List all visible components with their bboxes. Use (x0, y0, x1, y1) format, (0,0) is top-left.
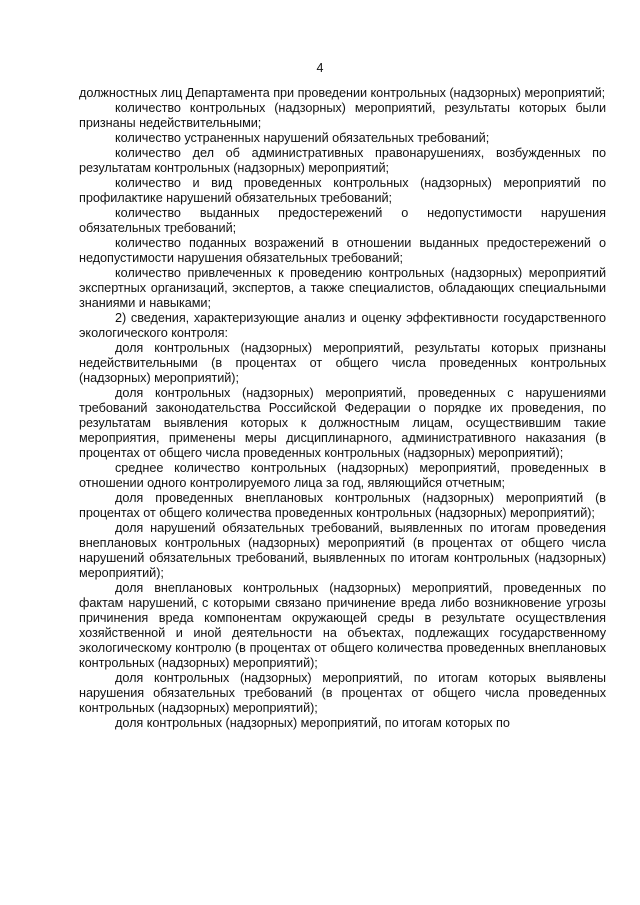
page-number: 4 (316, 61, 324, 75)
paragraph: количество устраненных нарушений обязательных требований; (115, 131, 490, 145)
paragraph: количество контрольных (надзорных) мероприятий, результаты которых были признаны недействительными; (79, 101, 606, 130)
paragraph: доля проведенных внеплановых контрольных (надзорных) мероприятий (в процентах от общего количества проведенных контрольных (надзорных) мероприятий); (79, 491, 606, 520)
paragraph: количество дел об административных правонарушениях, возбужденных по результатам контрольных (надзорных) мероприятий; (79, 146, 606, 175)
document-body (79, 86, 606, 731)
paragraph: доля нарушений обязательных требований, выявленных по итогам проведения внеплановых контрольных (надзорных) мероприятий (в процентах от общего числа нарушений обязательных требований, выявленных по итогам контрольных (надзорных) мероприятий); (79, 521, 606, 580)
paragraph: количество привлеченных к проведению контрольных (надзорных) мероприятий экспертных организаций, экспертов, а также специалистов, обладающих специальными знаниями и навыками; (79, 266, 606, 310)
paragraph: доля внеплановых контрольных (надзорных) мероприятий, проведенных по фактам нарушений, с которыми связано причинение вреда либо возникновение угрозы причинения вреда компонентам окружающей среды в результате осуществления хозяйственной и иной деятельности на объектах, подлежащих государственному экологическому контролю (в процентах от общего количества проведенных внеплановых контрольных (надзорных) мероприятий); (79, 581, 606, 670)
paragraph: доля контрольных (надзорных) мероприятий, по итогам которых по (115, 716, 510, 730)
paragraph: 2) сведения, характеризующие анализ и оценку эффективности государственного экологического контроля: (79, 311, 606, 340)
paragraph: количество и вид проведенных контрольных (надзорных) мероприятий по профилактике нарушений обязательных требований; (79, 176, 606, 205)
paragraph: доля контрольных (надзорных) мероприятий, по итогам которых выявлены нарушения обязательных требований (в процентах от общего числа проведенных контрольных (надзорных) мероприятий); (79, 671, 606, 715)
paragraph: среднее количество контрольных (надзорных) мероприятий, проведенных в отношении одного контролируемого лица за год, являющийся отчетным; (79, 461, 606, 490)
paragraph: должностных лиц Департамента при проведении контрольных (надзорных) мероприятий; (79, 86, 606, 100)
paragraph: количество выданных предостережений о недопустимости нарушения обязательных требований; (79, 206, 606, 235)
paragraph: доля контрольных (надзорных) мероприятий, результаты которых признаны недействительными (в процентах от общего числа проведенных контрольных (надзорных) мероприятий); (79, 341, 606, 385)
paragraph: количество поданных возражений в отношении выданных предостережений о недопустимости нарушения обязательных требований; (79, 236, 606, 265)
paragraph: доля контрольных (надзорных) мероприятий, проведенных с нарушениями требований законодательства Российской Федерации о порядке их проведения, по результатам выявления которых к должностным лицам, осуществившим такие мероприятия, применены меры дисциплинарного, административного наказания (в процентах от общего числа проведенных контрольных (надзорных) мероприятий); (79, 386, 606, 460)
